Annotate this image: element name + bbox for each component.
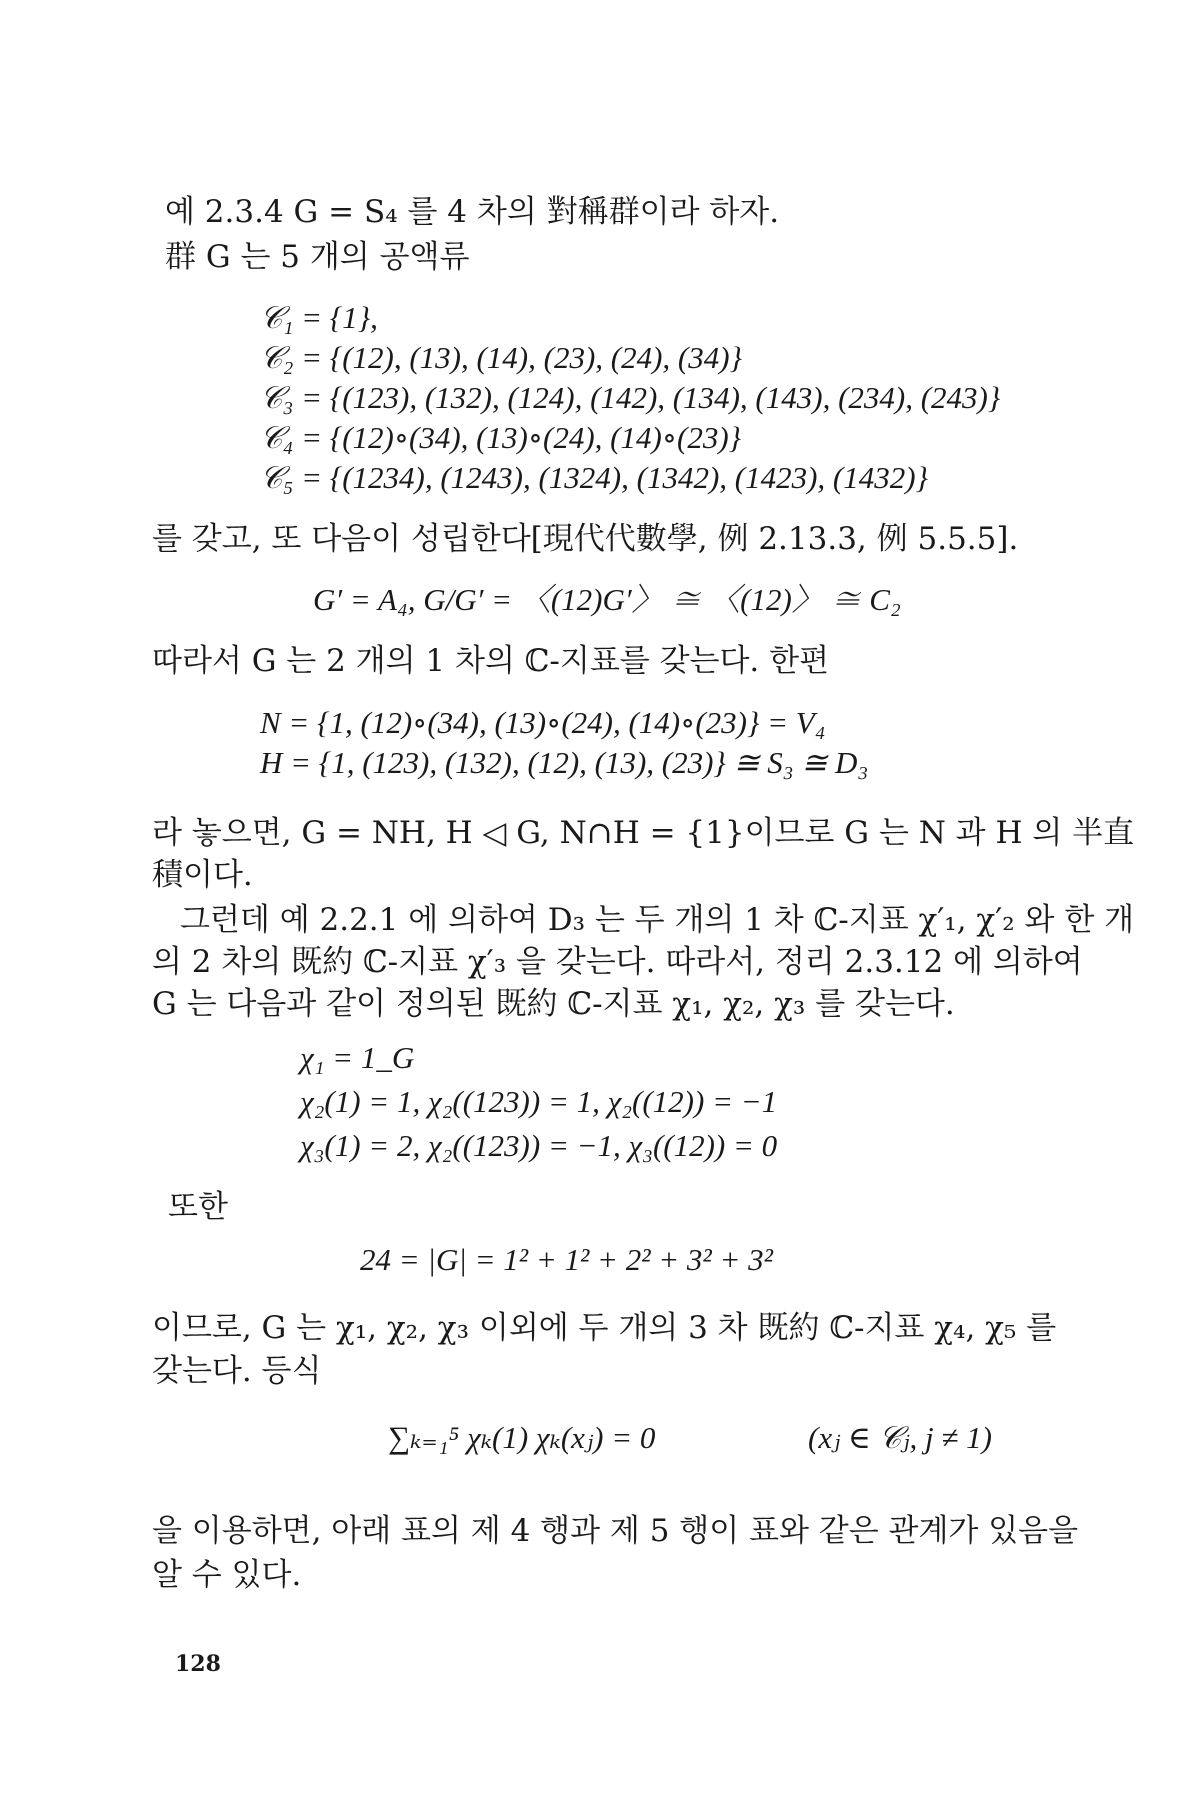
text-line: 을 이용하면, 아래 표의 제 4 행과 제 5 행이 표와 같은 관계가 있음을 [152,1513,1079,1549]
sum-condition: (xⱼ ∈ 𝒞ⱼ, j ≠ 1) [808,1420,992,1455]
conjugacy-class-2: 𝒞₂ = {(12), (13), (14), (23), (24), (34)} [260,340,742,375]
text-line: 群 G 는 5 개의 공액류 [165,239,470,275]
character-definition-3: χ₃(1) = 2, χ₂((123)) = −1, χ₃((12)) = 0 [300,1128,778,1163]
conjugacy-class-3: 𝒞₃ = {(123), (132), (124), (142), (134), (143), (234), (243)} [260,380,1001,415]
page-number: 128 [175,1651,221,1677]
example-heading: 예 2.3.4 G = S₄ 를 4 차의 對稱群이라 하자. [165,194,780,230]
character-definition-2: χ₂(1) = 1, χ₂((123)) = 1, χ₂((12)) = −1 [300,1084,778,1119]
conjugacy-class-4: 𝒞₄ = {(12)∘(34), (13)∘(24), (14)∘(23)} [260,420,742,455]
text-line: 알 수 있다. [152,1557,302,1593]
sum-equation: ∑ₖ₌₁⁵ χₖ(1) χₖ(xⱼ) = 0 [388,1420,656,1455]
text-line: 의 2 차의 既約 ℂ-지표 χ′₃ 을 갖는다. 따라서, 정리 2.3.12 에 의하여 [152,944,1083,980]
equation-commutator: G′ = A₄, G/G′ = 〈(12)G′〉 ≅ 〈(12)〉 ≅ C₂ [313,582,901,617]
conjugacy-class-5: 𝒞₅ = {(1234), (1243), (1324), (1342), (1423), (1432)} [260,460,928,495]
text-line: 이므로, G 는 χ₁, χ₂, χ₃ 이외에 두 개의 3 차 既約 ℂ-지표 χ₄, χ₅ 를 [152,1310,1057,1346]
text-line: 를 갖고, 또 다음이 성립한다[現代代數學, 例 2.13.3, 例 5.5.5]. [152,521,1019,557]
order-equation: 24 = |G| = 1² + 1² + 2² + 3² + 3² [360,1242,773,1277]
text-line: G 는 다음과 같이 정의된 既約 ℂ-지표 χ₁, χ₂, χ₃ 를 갖는다. [152,986,955,1022]
text-line: 갖는다. 등식 [152,1353,322,1389]
text-line: 따라서 G 는 2 개의 1 차의 ℂ-지표를 갖는다. 한편 [152,643,830,679]
character-definition-1: χ₁ = 1_G [300,1040,415,1075]
conjugacy-class-1: 𝒞₁ = {1}, [260,300,378,335]
text-line: 그런데 예 2.2.1 에 의하여 D₃ 는 두 개의 1 차 ℂ-지표 χ′₁, χ′₂ 와 한 개 [180,902,1135,938]
text-line: 라 놓으면, G = NH, H ◁ G, N∩H = {1}이므로 G 는 N 과 H 의 半直 [152,815,1135,851]
text-line: 또한 [168,1189,228,1225]
equation-n: N = {1, (12)∘(34), (13)∘(24), (14)∘(23)} = V₄ [260,705,826,740]
equation-h: H = {1, (123), (132), (12), (13), (23)} ≅ S₃ ≅ D₃ [260,745,869,780]
text-line: 積이다. [152,857,253,893]
